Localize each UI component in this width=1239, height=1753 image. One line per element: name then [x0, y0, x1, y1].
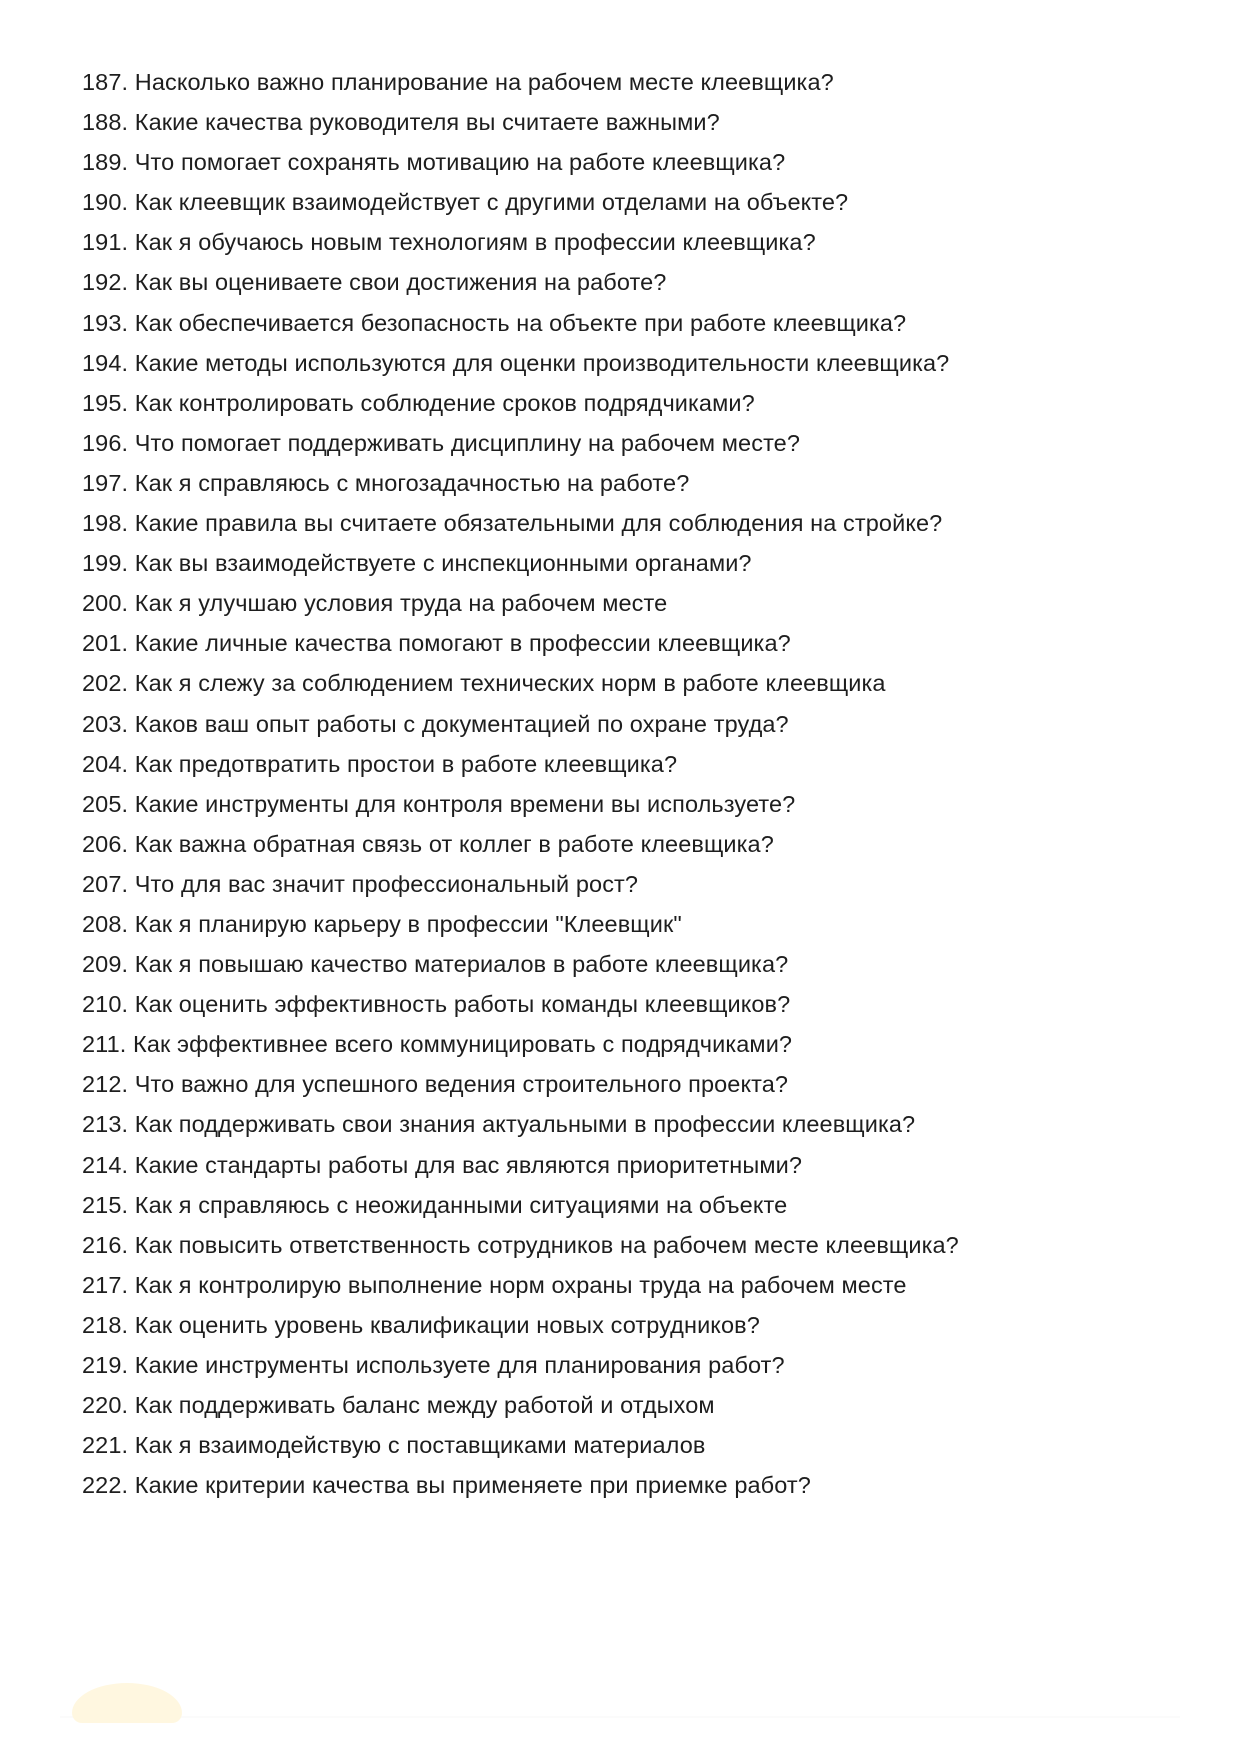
list-item [82, 463, 959, 503]
question-number: 218. [82, 1311, 129, 1338]
list-item [82, 824, 959, 864]
question-number: 206. [82, 830, 129, 857]
question-number: 199. [82, 550, 129, 577]
question-number: 221. [82, 1432, 129, 1459]
question-text: Какие правила вы считаете обязательными для соблюдения на стройке? [134, 510, 943, 537]
question-text: Что помогает поддерживать дисциплину на рабочем месте? [134, 429, 801, 456]
list-item [82, 904, 959, 944]
question-text: Как я слежу за соблюдением технических норм в работе клеевщика [134, 670, 886, 697]
question-number: 212. [82, 1071, 129, 1098]
question-number: 200. [82, 590, 129, 617]
question-number: 195. [82, 389, 129, 416]
question-text: Как я повышаю качество материалов в работе клеевщика? [134, 951, 789, 978]
question-text: Какие качества руководителя вы считаете важными? [134, 109, 720, 136]
question-number: 215. [82, 1191, 129, 1218]
question-number: 209. [82, 951, 129, 978]
question-text: Как я контролирую выполнение норм охраны труда на рабочем месте [134, 1271, 907, 1298]
list-item [82, 423, 959, 463]
question-text: Как я взаимодействую с поставщиками материалов [134, 1432, 706, 1459]
question-text: Как вы оцениваете свои достижения на работе? [134, 269, 667, 296]
question-number: 208. [82, 910, 129, 937]
question-text: Как контролировать соблюдение сроков подрядчиками? [134, 389, 755, 416]
list-item [82, 102, 959, 142]
question-number: 205. [82, 790, 129, 817]
list-item [82, 543, 959, 583]
list-item [82, 343, 959, 383]
question-number: 192. [82, 269, 129, 296]
question-number: 202. [82, 670, 129, 697]
question-number: 203. [82, 710, 129, 737]
question-list [82, 62, 959, 1505]
question-number: 220. [82, 1392, 129, 1419]
question-number: 201. [82, 630, 129, 657]
question-text: Как поддерживать свои знания актуальными в профессии клеевщика? [134, 1111, 916, 1138]
list-item [82, 1265, 959, 1305]
list-item [82, 984, 959, 1024]
question-number: 204. [82, 750, 129, 777]
question-text: Как клеевщик взаимодействует с другими отделами на объекте? [134, 189, 849, 216]
question-text: Как повысить ответственность сотрудников на рабочем месте клеевщика? [134, 1231, 959, 1258]
page-corner-mark [72, 1683, 182, 1723]
list-item [82, 944, 959, 984]
question-text: Насколько важно планирование на рабочем месте клеевщика? [134, 69, 834, 95]
list-item [82, 1465, 959, 1505]
question-text: Каков ваш опыт работы с документацией по охране труда? [134, 710, 789, 737]
list-item [82, 1225, 959, 1265]
question-text: Какие инструменты используете для планирования работ? [134, 1352, 785, 1378]
question-text: Как я улучшаю условия труда на рабочем месте [134, 590, 668, 617]
list-item [82, 623, 959, 663]
question-number: 214. [82, 1151, 129, 1178]
question-number: 194. [82, 349, 129, 376]
question-number: 213. [82, 1111, 129, 1138]
list-item [82, 1305, 959, 1345]
question-text: Как оценить уровень квалификации новых сотрудников? [134, 1311, 760, 1338]
question-text: Что помогает сохранять мотивацию на работе клеевщика? [134, 149, 786, 176]
question-number: 210. [82, 991, 129, 1018]
list-item [82, 262, 959, 302]
list-item [82, 1024, 959, 1064]
question-text: Как я обучаюсь новым технологиям в профессии клеевщика? [134, 229, 816, 256]
question-text: Какие личные качества помогают в профессии клеевщика? [134, 630, 791, 657]
list-item [82, 503, 959, 543]
list-item [82, 1345, 959, 1385]
question-text: Как эффективнее всего коммуницировать с подрядчиками? [133, 1031, 793, 1058]
question-text: Как оценить эффективность работы команды клеевщиков? [134, 991, 791, 1018]
question-number: 197. [82, 469, 129, 496]
list-item [82, 62, 959, 102]
question-number: 207. [82, 870, 129, 897]
list-item [82, 1185, 959, 1225]
list-item [82, 1425, 959, 1465]
question-number: 222. [82, 1472, 129, 1499]
question-number: 198. [82, 510, 129, 537]
question-number: 196. [82, 429, 129, 456]
question-text: Как предотвратить простои в работе клеевщика? [134, 750, 678, 777]
question-text: Как обеспечивается безопасность на объекте при работе клеевщика? [134, 309, 907, 336]
list-item [82, 744, 959, 784]
question-text: Какие стандарты работы для вас являются приоритетными? [134, 1151, 803, 1178]
question-text: Как я планирую карьеру в профессии "Клеевщик" [134, 910, 682, 937]
list-item [82, 182, 959, 222]
question-number: 193. [82, 309, 129, 336]
question-number: 217. [82, 1271, 129, 1298]
question-text: Как я справляюсь с неожиданными ситуациями на объекте [134, 1191, 788, 1218]
question-number: 190. [82, 189, 129, 216]
question-text: Как вы взаимодействуете с инспекционными органами? [134, 550, 752, 577]
list-item [82, 1064, 959, 1104]
list-item [82, 583, 959, 623]
list-item [82, 784, 959, 824]
question-text: Какие инструменты для контроля времени вы используете? [134, 790, 796, 817]
list-item [82, 704, 959, 744]
question-text: Что для вас значит профессиональный рост? [134, 870, 639, 897]
page-edge [60, 1716, 1180, 1718]
question-text: Что важно для успешного ведения строительного проекта? [134, 1071, 789, 1098]
list-item [82, 142, 959, 182]
question-number: 188. [82, 109, 129, 136]
question-number: 191. [82, 229, 129, 256]
question-number: 216. [82, 1231, 129, 1258]
list-item [82, 383, 959, 423]
list-item [82, 303, 959, 343]
list-item [82, 222, 959, 262]
question-number: 187. [82, 69, 129, 95]
list-item [82, 1145, 959, 1185]
question-number: 189. [82, 149, 129, 176]
question-number: 211. [82, 1031, 127, 1058]
list-item [82, 864, 959, 904]
question-text: Как я справляюсь с многозадачностью на работе? [134, 469, 690, 496]
question-text: Как поддерживать баланс между работой и отдыхом [134, 1392, 715, 1419]
question-number: 219. [82, 1352, 129, 1378]
question-text: Какие методы используются для оценки производительности клеевщика? [134, 349, 950, 376]
list-item [82, 1385, 959, 1425]
question-text: Как важна обратная связь от коллег в работе клеевщика? [134, 830, 774, 857]
list-item [82, 1104, 959, 1144]
question-text: Какие критерии качества вы применяете при приемке работ? [134, 1472, 811, 1499]
list-item [82, 663, 959, 703]
